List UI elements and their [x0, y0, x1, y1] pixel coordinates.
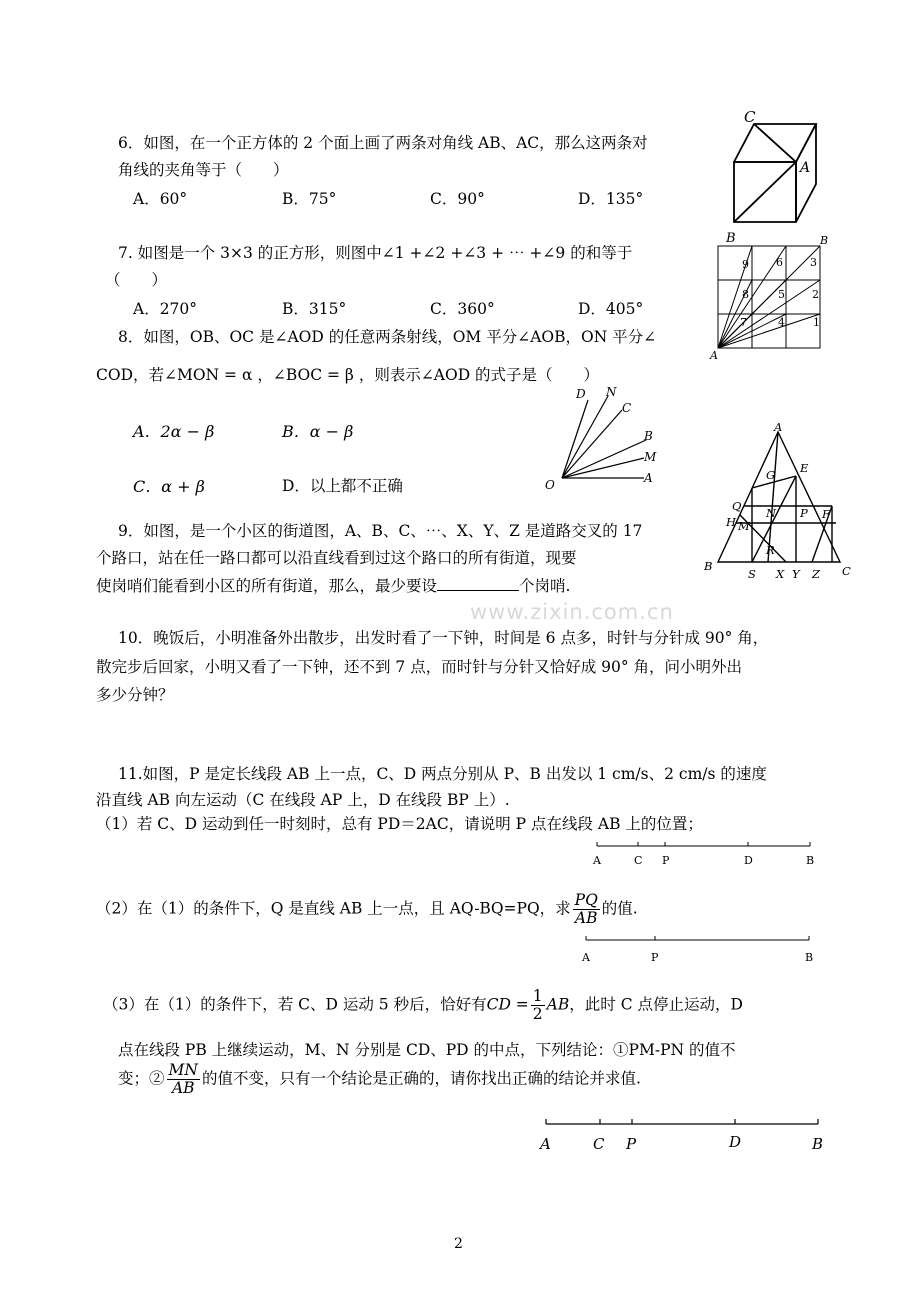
- grid-num-1: 1: [813, 316, 820, 329]
- seg1-label-a: A: [593, 854, 601, 867]
- street-label-g: G: [766, 468, 776, 482]
- grid-figure: [708, 228, 834, 362]
- fraction-pq-ab: [573, 892, 600, 927]
- fraction-one-half: [531, 988, 545, 1023]
- q6-option-d: D．135°: [578, 190, 644, 208]
- rays-figure: [540, 384, 670, 496]
- seg3-label-c: C: [593, 1135, 605, 1153]
- q10-line1: 10．晚饭后，小明准备外出散步，出发时看了一下钟，时间是 6 点多，时针与分针成 90° 角，: [118, 629, 769, 647]
- q11-part3-line2: 点在线段 PB 上继续运动，M、N 分别是 CD、PD 的中点，下列结论：①PM-PN 的值不: [118, 1041, 736, 1059]
- rays-label-m: M: [644, 450, 657, 464]
- seg1-label-p: P: [662, 854, 670, 867]
- cube-label-c: C: [744, 108, 756, 126]
- grid-num-4: 4: [778, 316, 785, 329]
- q8-line1: 8．如图，OB、OC 是∠AOD 的任意两条射线，OM 平分∠AOB，ON 平分∠: [118, 328, 657, 346]
- q11-part3: [103, 988, 743, 1023]
- street-label-e: E: [800, 461, 809, 475]
- rays-label-o: O: [545, 478, 555, 492]
- seg3-label-p: P: [626, 1135, 637, 1153]
- fraction-mn-den: AB: [171, 1079, 195, 1098]
- street-label-m: M: [738, 519, 750, 533]
- q11-part3-line3-text-b: 的值不变，只有一个结论是正确的，请你找出正确的结论并求值.: [201, 1069, 641, 1088]
- q6-line1: 6．如图，在一个正方体的 2 个面上画了两条对角线 AB、AC，那么这两条对: [118, 134, 648, 152]
- q11-part3-text-b: ，此时 C 点停止运动，D: [569, 995, 743, 1014]
- q11-part1: （1）若 C、D 运动到任一时刻时，总有 PD＝2AC，请说明 P 点在线段 AB 上的位置；: [96, 815, 703, 833]
- q9-line3-text-b: 个岗哨.: [519, 577, 571, 595]
- q8-option-b: B．α − β: [282, 422, 354, 441]
- seg1-label-b: B: [806, 854, 815, 867]
- fraction-pq-den: AB: [574, 909, 598, 928]
- street-label-b: B: [704, 559, 713, 573]
- segment-line-2: [576, 934, 822, 968]
- street-label-q: Q: [732, 499, 742, 513]
- q11-part3-line3-text-a: 变；②: [118, 1069, 165, 1088]
- rays-label-c: C: [622, 401, 632, 415]
- seg3-label-a: A: [540, 1135, 551, 1153]
- q9-line1: 9．如图，是一个小区的街道图，A、B、C、⋯、X、Y、Z 是道路交叉的 17: [118, 522, 643, 540]
- rays-label-d: D: [576, 387, 586, 401]
- q9-line3: [96, 574, 570, 596]
- seg1-label-d: D: [744, 854, 753, 867]
- q7-option-b: B．315°: [282, 300, 347, 318]
- cube-figure: [724, 106, 824, 228]
- street-label-r: R: [766, 543, 775, 557]
- q11-line1: 11.如图，P 是定长线段 AB 上一点，C、D 两点分别从 P、B 出发以 1 cm/s、2 cm/s 的速度: [118, 765, 767, 783]
- grid-num-5: 5: [778, 288, 785, 301]
- q6-line2: 角线的夹角等于（ ）: [118, 161, 289, 179]
- q11-part2-text-a: （2）在（1）的条件下，Q 是直线 AB 上一点，且 AQ-BQ=PQ，求: [96, 899, 571, 918]
- street-label-p: P: [800, 506, 808, 520]
- fraction-half-num: 1: [532, 987, 543, 1005]
- q11-part3-text-a: （3）在（1）的条件下，若 C、D 运动 5 秒后，恰好有: [103, 995, 487, 1014]
- q8-option-a: A．2α − β: [133, 422, 215, 441]
- q10-line3: 多少分钟？: [96, 686, 174, 704]
- grid-num-2: 2: [812, 288, 819, 301]
- fraction-half-den: 2: [532, 1005, 543, 1024]
- grid-label-a: A: [710, 349, 718, 362]
- street-label-n: N: [766, 506, 777, 520]
- seg2-label-p: P: [651, 951, 659, 964]
- segment-line-3: [534, 1116, 830, 1158]
- rays-label-a: A: [644, 471, 653, 485]
- street-label-f: F: [822, 507, 830, 521]
- cube-label-a: A: [800, 160, 811, 176]
- q11-part2: [96, 892, 638, 927]
- q10-line2: 散完步后回家，小明又看了一下钟，还不到 7 点，而时针与分针又恰好成 90° 角，问小明外出: [96, 658, 743, 676]
- q7-line2: （ ）: [105, 271, 168, 289]
- street-label-c: C: [842, 564, 851, 578]
- seg2-label-a: A: [582, 951, 590, 964]
- q9-answer-blank: [437, 576, 519, 591]
- street-label-x: X: [776, 567, 785, 581]
- street-label-s: S: [748, 567, 756, 581]
- street-label-h: H: [726, 515, 737, 529]
- q6-option-a: A．60°: [133, 190, 188, 208]
- page-number: 2: [454, 1236, 463, 1252]
- q11-part2-text-b: 的值.: [601, 899, 638, 918]
- grid-label-b-left: B: [726, 231, 736, 246]
- fraction-pq-num: PQ: [574, 891, 598, 909]
- grid-num-9: 9: [742, 258, 749, 271]
- rays-label-n: N: [606, 385, 617, 399]
- street-label-z: Z: [812, 567, 820, 581]
- segment-line-1: [585, 838, 825, 870]
- q9-line2: 个路口，站在任一路口都可以沿直线看到过这个路口的所有街道，现要: [96, 549, 577, 567]
- grid-num-6: 6: [776, 256, 783, 269]
- watermark: www.zixin.com.cn: [470, 600, 674, 624]
- seg3-label-d: D: [729, 1133, 742, 1151]
- q8-option-d: D．以上都不正确: [282, 477, 403, 495]
- q6-option-b: B．75°: [282, 190, 337, 208]
- q11-part3-line3: [118, 1062, 641, 1097]
- grid-num-7: 7: [740, 316, 747, 329]
- seg2-label-b: B: [805, 951, 814, 964]
- q7-line1: 7. 如图是一个 3×3 的正方形，则图中∠1 +∠2 +∠3 + ⋯ +∠9 的和等于: [118, 244, 633, 262]
- seg3-label-b: B: [812, 1135, 824, 1153]
- q6-option-c: C．90°: [430, 190, 485, 208]
- q9-line3-text-a: 使岗哨们能看到小区的所有街道，那么，最少要设: [96, 577, 438, 595]
- grid-num-8: 8: [742, 288, 749, 301]
- street-label-y: Y: [792, 567, 800, 581]
- street-figure: [700, 420, 860, 582]
- q8-option-c: C．α + β: [133, 477, 205, 496]
- q11-line2: 沿直线 AB 向左运动（C 在线段 AP 上，D 在线段 BP 上）.: [96, 791, 510, 809]
- q11-part3-cd: CD =: [486, 995, 529, 1014]
- seg1-label-c: C: [634, 854, 643, 867]
- q7-option-d: D．405°: [578, 300, 644, 318]
- grid-num-3: 3: [810, 256, 817, 269]
- street-label-a: A: [774, 420, 783, 434]
- fraction-mn-num: MN: [168, 1061, 198, 1079]
- rays-label-b: B: [644, 429, 653, 443]
- q8-line2: COD，若∠MON = α ，∠BOC = β ，则表示∠AOD 的式子是（ ）: [96, 366, 600, 384]
- q7-option-c: C．360°: [430, 300, 495, 318]
- grid-label-b-right: B: [820, 234, 829, 247]
- q7-option-a: A．270°: [133, 300, 198, 318]
- q11-part3-ab: AB: [546, 995, 570, 1014]
- fraction-mn-ab: [167, 1062, 200, 1097]
